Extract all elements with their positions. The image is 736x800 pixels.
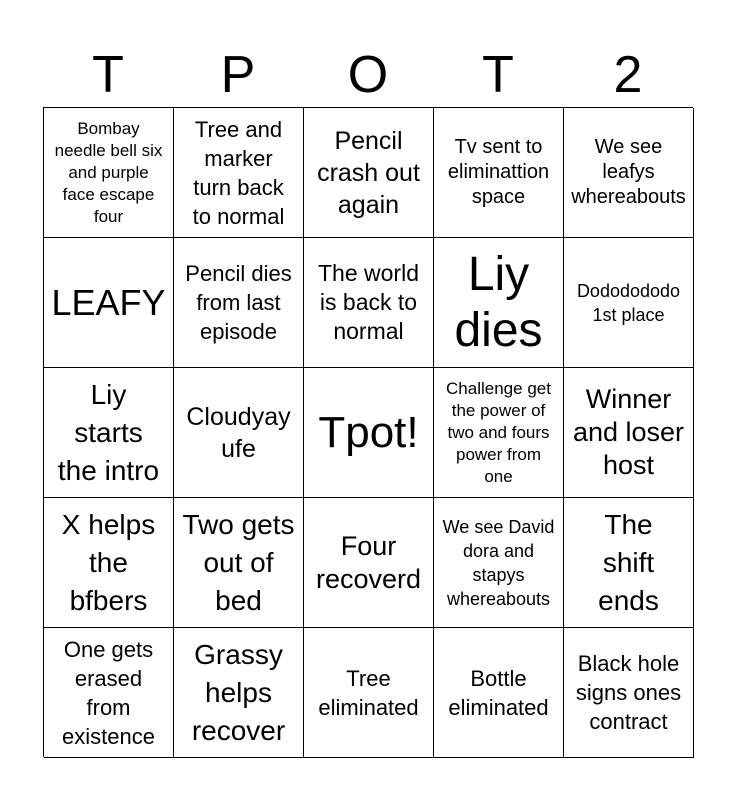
header-letter-5: 2	[613, 46, 643, 104]
bingo-cell[interactable]	[174, 238, 304, 368]
cell-text: Black hole signs ones contract	[575, 651, 682, 734]
cell-text: Four recoverd	[315, 530, 422, 594]
bingo-cell[interactable]	[174, 498, 304, 628]
bingo-cell[interactable]	[174, 108, 304, 238]
bingo-cell[interactable]	[564, 108, 694, 238]
cell-text: LEAFY	[51, 281, 166, 323]
bingo-header	[43, 44, 693, 106]
bingo-cell[interactable]	[304, 108, 434, 238]
bingo-cell[interactable]	[564, 238, 694, 368]
bingo-cell[interactable]	[564, 498, 694, 628]
bingo-cell[interactable]	[44, 628, 174, 758]
bingo-cell[interactable]	[304, 368, 434, 498]
cell-text: Bottle eliminated	[448, 665, 549, 720]
cell-text: Challenge get the power of two and fours power from one	[446, 378, 551, 486]
header-letter-2: P	[220, 46, 256, 104]
bingo-cell[interactable]	[44, 498, 174, 628]
cell-text: The shift ends	[598, 508, 659, 616]
bingo-board	[43, 107, 693, 757]
bingo-cell[interactable]	[434, 108, 564, 238]
header-letter-1: T	[92, 46, 124, 104]
cell-text: Liy dies	[454, 247, 543, 357]
bingo-cell[interactable]	[304, 238, 434, 368]
cell-text: Dododododo 1st place	[576, 280, 681, 325]
cell-text: Tree and marker turn back to normal	[192, 116, 285, 229]
cell-text: Grassy helps recover	[191, 638, 286, 746]
cell-text: X helps the bfbers	[61, 508, 156, 616]
bingo-cell[interactable]	[304, 498, 434, 628]
bingo-cell[interactable]	[564, 368, 694, 498]
cell-text: Two gets out of bed	[182, 508, 295, 616]
cell-text: Tpot!	[318, 407, 419, 457]
bingo-cell[interactable]	[434, 498, 564, 628]
bingo-cell[interactable]	[304, 628, 434, 758]
cell-text: Liy starts the intro	[57, 378, 160, 486]
cell-text: Tv sent to eliminattion space	[447, 136, 550, 208]
bingo-cell[interactable]	[174, 628, 304, 758]
bingo-cell[interactable]	[564, 628, 694, 758]
cell-text: One gets erased from existence	[62, 636, 155, 749]
cell-text: Winner and loser host	[572, 384, 685, 480]
bingo-cell[interactable]	[434, 238, 564, 368]
bingo-cell[interactable]	[434, 628, 564, 758]
cell-text: Pencil dies from last episode	[185, 261, 292, 344]
cell-text: Bombay needle bell six and purple face escape four	[54, 118, 163, 226]
bingo-cell[interactable]	[434, 368, 564, 498]
bingo-cell[interactable]	[44, 238, 174, 368]
cell-text: We see leafys whereabouts	[571, 136, 686, 208]
cell-text: We see David dora and stapys whereabouts	[442, 516, 555, 609]
header-letter-4: T	[482, 46, 514, 104]
bingo-cell[interactable]	[174, 368, 304, 498]
cell-text: Pencil crash out again	[317, 126, 420, 219]
header-letter-3: O	[347, 46, 389, 104]
cell-text: Tree eliminated	[318, 665, 419, 720]
bingo-cell[interactable]	[44, 368, 174, 498]
cell-text: Cloudyay ufe	[186, 402, 291, 463]
cell-text: The world is back to normal	[318, 260, 419, 344]
bingo-cell[interactable]	[44, 108, 174, 238]
